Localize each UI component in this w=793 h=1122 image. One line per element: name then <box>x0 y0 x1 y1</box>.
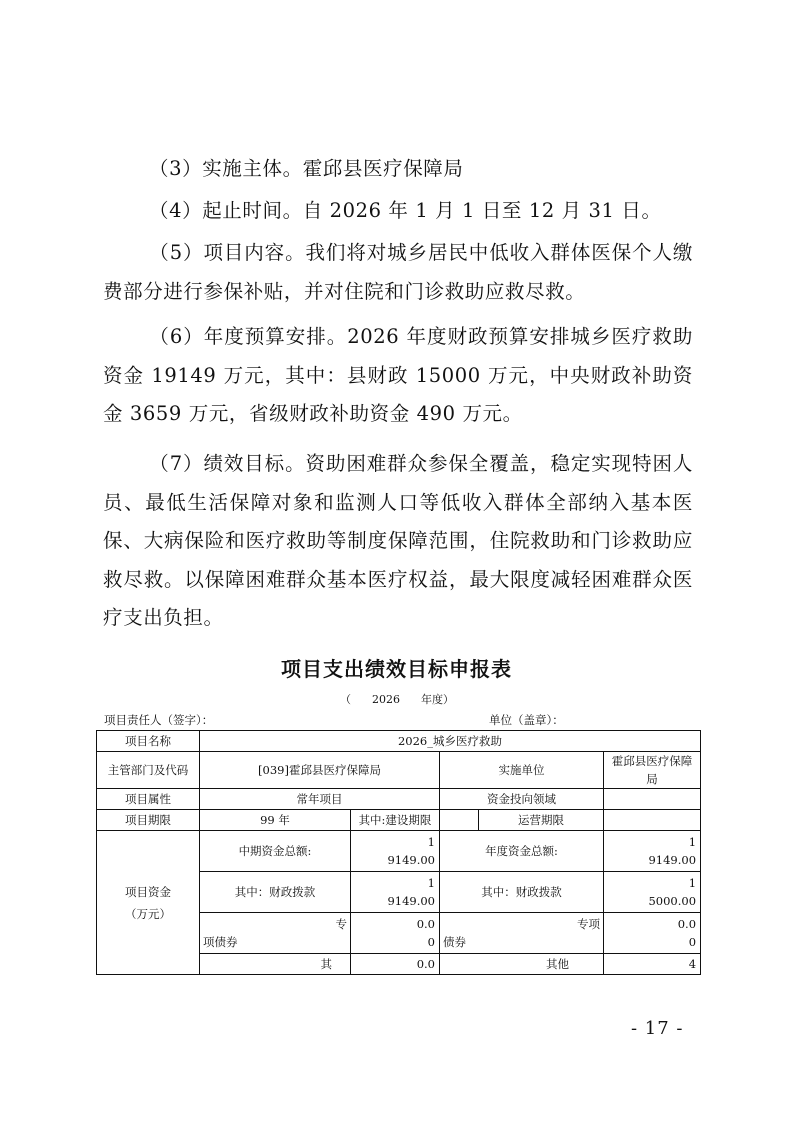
bond-label-mid: 专 项债券 <box>200 913 351 954</box>
mid-total-value: 1 9149.00 <box>351 831 440 872</box>
bond-value-annual: 0.0 0 <box>604 913 701 954</box>
build-value <box>440 810 479 831</box>
other-value-annual: 4 <box>604 954 701 975</box>
table-title: 项目支出绩效目标申报表 <box>281 657 512 681</box>
bond-value-mid: 0.0 0 <box>351 913 440 954</box>
fiscal-value-annual: 1 5000.00 <box>604 872 701 913</box>
paragraph-content: （5）项目内容。我们将对城乡居民中低收入群体医保个人缴费部分进行参保补贴，并对住院和门诊救助应救尽救。 <box>103 241 693 303</box>
fiscal-label-annual: 其中：财政拨款 <box>440 872 604 913</box>
paragraph-budget: （6）年度预算安排。2026 年度财政预算安排城乡医疗救助资金 19149 万元，其中：县财政 15000 万元，中央财政补助资金 3659 万元，省级财政补助资金 490 万元。 <box>103 325 693 425</box>
funds-label-line1: 项目资金 <box>125 884 171 899</box>
annual-total-value: 1 9149.00 <box>604 831 701 872</box>
other-value-mid: 0.0 <box>351 954 440 975</box>
period-value: 99 年 <box>200 810 351 831</box>
bond-label-annual: 专项 债券 <box>440 913 604 954</box>
other-label-annual: 其他 <box>440 954 604 975</box>
funds-label <box>97 831 200 975</box>
responsible-person-label: 项目责任人（签字）： <box>104 713 214 727</box>
period-label: 项目期限 <box>97 810 200 831</box>
fiscal-label-mid: 其中：财政拨款 <box>200 872 351 913</box>
year-value: 2026 <box>371 693 400 706</box>
impl-value: 霍邱县医疗保障局 <box>604 752 701 789</box>
funds-label-line2: （万元） <box>125 906 171 921</box>
annual-total-label: 年度资金总额: <box>440 831 604 872</box>
attr-value: 常年项目 <box>200 789 440 810</box>
invest-value <box>604 789 701 810</box>
dept-label: 主管部门及代码 <box>97 752 200 789</box>
performance-form-table <box>96 730 701 975</box>
table-row <box>97 831 701 872</box>
invest-label: 资金投向领域 <box>440 789 604 810</box>
paragraph-period: （4）起止时间。自 2026 年 1 月 1 日至 12 月 31 日。 <box>149 199 662 222</box>
dept-value: [039]霍邱县医疗保障局 <box>200 752 440 789</box>
project-name-label: 项目名称 <box>97 731 200 752</box>
project-name-value: 2026_城乡医疗救助 <box>200 731 701 752</box>
fiscal-value-mid: 1 9149.00 <box>351 872 440 913</box>
year-line: （ 2026 年度） <box>340 693 454 706</box>
mid-total-label: 中期资金总额: <box>200 831 351 872</box>
table-row <box>97 731 701 752</box>
unit-seal-label: 单位（盖章）： <box>489 713 564 727</box>
table-row <box>97 810 701 831</box>
operate-value <box>604 810 701 831</box>
paragraph-implementer: （3）实施主体。霍邱县医疗保障局 <box>149 157 464 180</box>
operate-label: 运营期限 <box>479 810 604 831</box>
impl-label: 实施单位 <box>440 752 604 789</box>
build-label: 其中:建设期限 <box>351 810 440 831</box>
attr-label: 项目属性 <box>97 789 200 810</box>
page-number: - 17 - <box>631 1018 684 1039</box>
other-label-mid: 其 <box>200 954 351 975</box>
table-row <box>97 752 701 789</box>
paragraph-goals: （7）绩效目标。资助困难群众参保全覆盖，稳定实现特困人员、最低生活保障对象和监测人口等低收入群体全部纳入基本医保、大病保险和医疗救助等制度保障范围，住院救助和门诊救助应救尽救。以保障困难群众基本医疗权益，最大限度减轻困难群众医疗支出负担。 <box>103 452 693 629</box>
table-row <box>97 789 701 810</box>
